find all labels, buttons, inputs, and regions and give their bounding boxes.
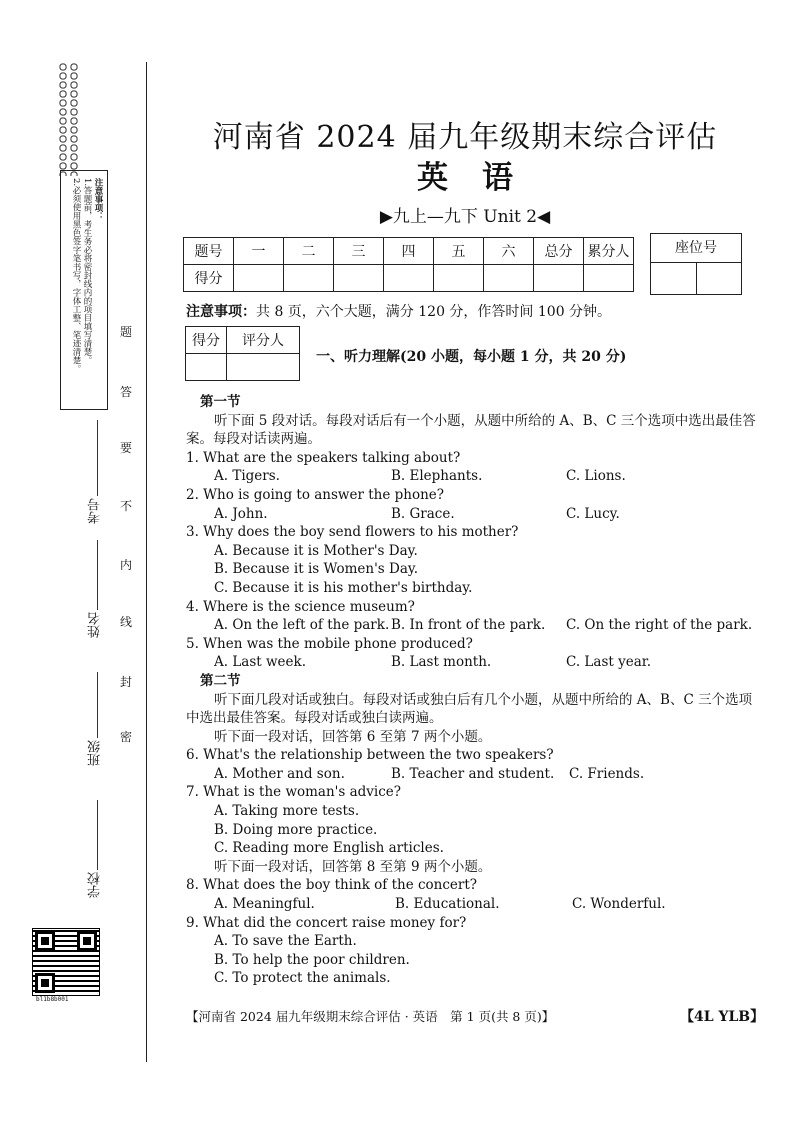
- seal-char: 封: [120, 675, 133, 689]
- score-cell[interactable]: [384, 265, 434, 292]
- seat-cell[interactable]: [697, 263, 742, 294]
- exam-notes: [186, 301, 611, 321]
- question-options: [186, 765, 756, 784]
- score-header-cell: 六: [484, 238, 534, 265]
- option-b[interactable]: B. Elephants.: [391, 468, 483, 485]
- seal-char: 答: [120, 385, 133, 399]
- seat-number-box: [650, 233, 742, 295]
- option-a[interactable]: A. Last week.: [214, 654, 306, 671]
- qr-code: [32, 928, 100, 996]
- exam-code: 【4L YLB】: [680, 1009, 765, 1025]
- option-b[interactable]: B. Because it is Women's Day.: [214, 561, 418, 578]
- question-stem: 1. What are the speakers talking about?: [186, 449, 461, 466]
- score-cell[interactable]: [434, 265, 484, 292]
- score-row-label: 得分: [184, 265, 234, 292]
- option-b[interactable]: B. To help the poor children.: [214, 951, 410, 968]
- grade-box: [185, 326, 300, 381]
- seal-char: 要: [120, 441, 133, 455]
- score-cell[interactable]: [534, 265, 584, 292]
- option-b[interactable]: B. Teacher and student.: [391, 765, 555, 782]
- option-c[interactable]: C. Last year.: [566, 654, 652, 671]
- option-c[interactable]: C. Wonderful.: [572, 896, 666, 913]
- score-cell[interactable]: [484, 265, 534, 292]
- sub-instruction: 听下面一段对话，回答第 8 至第 9 两个小题。: [214, 858, 492, 875]
- score-cell[interactable]: [334, 265, 384, 292]
- question-stem: 5. When was the mobile phone produced?: [186, 635, 473, 652]
- score-cell[interactable]: [234, 265, 284, 292]
- sub-instruction: 听下面一段对话，回答第 6 至第 7 两个小题。: [214, 728, 492, 745]
- option-a[interactable]: A. Taking more tests.: [214, 803, 360, 820]
- field-class-label: 班级: [88, 740, 103, 766]
- option-a[interactable]: A. Meaningful.: [214, 896, 315, 913]
- score-cell[interactable]: [584, 265, 634, 292]
- option-a[interactable]: A. Tigers.: [214, 468, 280, 485]
- seal-char: 不: [120, 499, 133, 513]
- option-a[interactable]: A. To save the Earth.: [214, 933, 357, 950]
- option-b[interactable]: B. Last month.: [391, 654, 492, 671]
- option-a[interactable]: A. Because it is Mother's Day.: [214, 542, 418, 559]
- option-c[interactable]: C. Lions.: [566, 468, 626, 485]
- section-title: 一、听力理解(20 小题，每小题 1 分，共 20 分): [316, 349, 627, 365]
- seal-char: 内: [120, 558, 133, 572]
- question-options: [186, 467, 756, 486]
- score-table: [183, 237, 634, 292]
- option-b[interactable]: B. Grace.: [391, 505, 455, 522]
- field-school-label: 学校: [88, 872, 103, 898]
- part-heading: 第二节: [200, 672, 241, 689]
- question-stem: 7. What is the woman's advice?: [186, 784, 402, 801]
- grade-score-label: 得分: [186, 327, 227, 354]
- option-c[interactable]: C. Reading more English articles.: [214, 840, 444, 857]
- field-school-line[interactable]: [97, 800, 98, 870]
- option-c[interactable]: C. Because it is his mother's birthday.: [214, 579, 473, 596]
- seat-cell[interactable]: [651, 263, 697, 294]
- seat-label: 座位号: [651, 234, 741, 263]
- scope-label: ▶九上—九下 Unit 2◀: [379, 207, 551, 227]
- question-stem: 3. Why does the boy send flowers to his mother?: [186, 524, 519, 541]
- grade-grader-cell[interactable]: [227, 354, 300, 381]
- option-c[interactable]: C. On the right of the park.: [566, 617, 753, 634]
- score-header-cell: 四: [384, 238, 434, 265]
- option-a[interactable]: A. Mother and son.: [214, 765, 345, 782]
- score-header-cell: 一: [234, 238, 284, 265]
- seal-char: 密: [120, 730, 133, 744]
- question-options: [186, 505, 756, 524]
- part-instruction: 听下面几段对话或独白。每段对话或独白后有几个小题，从题中所给的 A、B、C 三个选项中选出最佳答案。每段对话或独白读两遍。: [186, 691, 753, 727]
- qr-caption: bl1b8b001: [36, 996, 69, 1003]
- question-stem: 8. What does the boy think of the concert?: [186, 877, 478, 894]
- option-c[interactable]: C. Lucy.: [566, 505, 620, 522]
- seal-char: 线: [120, 615, 133, 629]
- field-id-line[interactable]: [97, 420, 98, 496]
- question-stem: 2. Who is going to answer the phone?: [186, 486, 445, 503]
- questions: [186, 393, 756, 988]
- score-header-cell: 累分人: [584, 238, 634, 265]
- notice-text: 注意事项： 1.答题前，考生务必将密封线内的项目填写清楚。 2.必须使用黑色签字笔书写，字体工整、笔迹清楚。: [71, 178, 103, 374]
- seal-char: 题: [120, 325, 133, 339]
- option-a[interactable]: A. John.: [214, 505, 268, 522]
- page-title: 河南省 2024 届九年级期末综合评估: [212, 120, 718, 155]
- notes-text: 共 8 页，六个大题，满分 120 分，作答时间 100 分钟。: [256, 304, 612, 320]
- score-header-cell: 总分: [534, 238, 584, 265]
- option-b[interactable]: B. Doing more practice.: [214, 821, 378, 838]
- question-stem: 9. What did the concert raise money for?: [186, 914, 467, 931]
- option-c[interactable]: C. To protect the animals.: [214, 970, 391, 987]
- question-stem: 4. Where is the science museum?: [186, 598, 415, 615]
- notes-label: 注意事项：: [186, 304, 256, 320]
- option-b[interactable]: B. Educational.: [395, 896, 500, 913]
- grade-grader-label: 评分人: [227, 327, 300, 354]
- part-instruction: 听下面 5 段对话。每段对话后有一个小题，从题中所给的 A、B、C 三个选项中选出最佳答案。每段对话读两遍。: [186, 412, 756, 448]
- question-options: [186, 616, 756, 635]
- field-name-label: 姓名: [88, 612, 103, 638]
- score-header-cell: 二: [284, 238, 334, 265]
- score-header-cell: 五: [434, 238, 484, 265]
- grade-score-cell[interactable]: [186, 354, 227, 381]
- option-c[interactable]: C. Friends.: [569, 765, 645, 782]
- field-name-line[interactable]: [97, 540, 98, 610]
- field-id-label: 考号: [88, 498, 103, 524]
- field-class-line[interactable]: [97, 672, 98, 738]
- option-a[interactable]: A. On the left of the park.: [214, 617, 390, 634]
- question-options: [186, 653, 756, 672]
- part-heading: 第一节: [200, 394, 241, 410]
- subject-title: 英语: [417, 160, 547, 196]
- score-cell[interactable]: [284, 265, 334, 292]
- question-options: [186, 895, 756, 914]
- question-stem: 6. What's the relationship between the two speakers?: [186, 747, 554, 764]
- score-header-cell: 题号: [184, 238, 234, 265]
- page-footer: 【河南省 2024 届九年级期末综合评估 · 英语 第 1 页(共 8 页)】: [186, 1009, 555, 1024]
- option-b[interactable]: B. In front of the park.: [391, 617, 546, 634]
- score-header-cell: 三: [334, 238, 384, 265]
